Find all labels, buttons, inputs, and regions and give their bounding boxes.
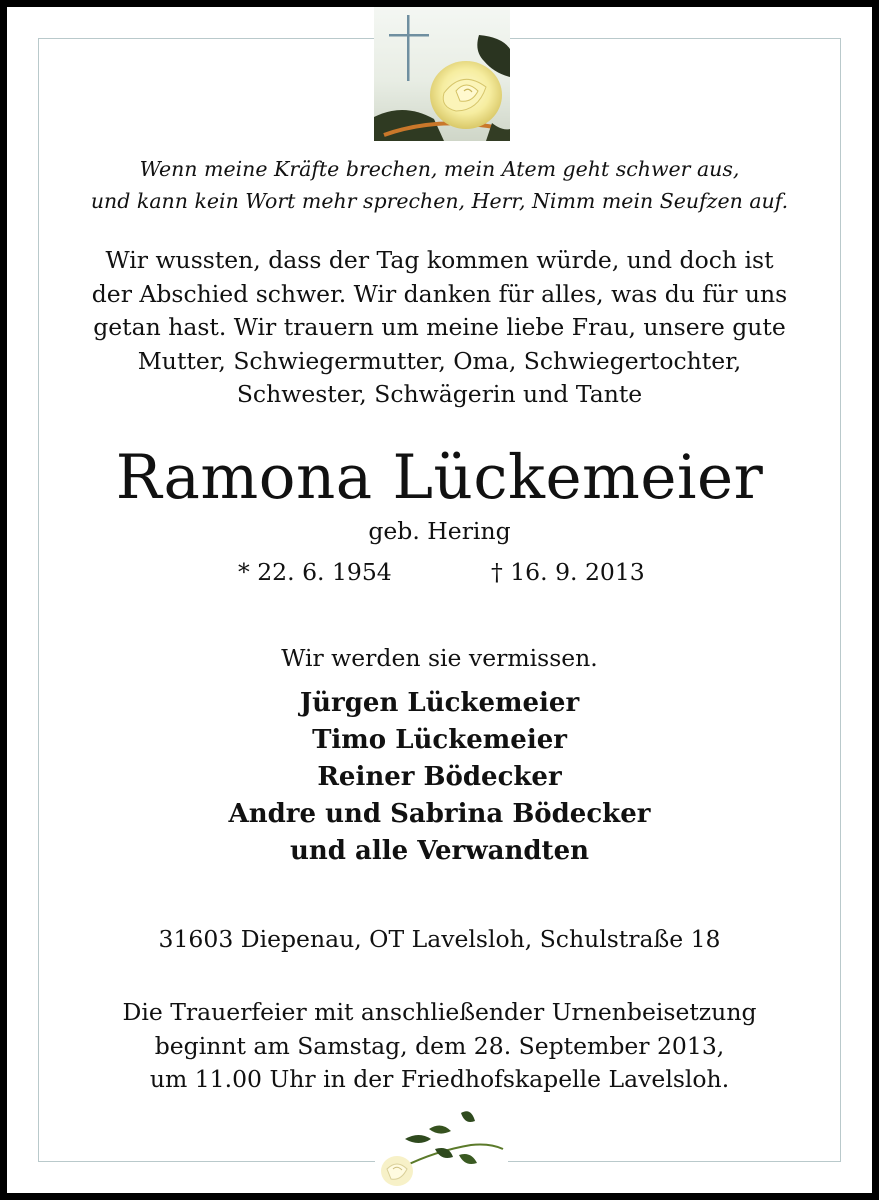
- intro-line: Mutter, Schwiegermutter, Oma, Schwiegertochter,: [137, 346, 742, 375]
- intro-line: getan hast. Wir trauern um meine liebe Frau, unsere gute: [93, 313, 786, 341]
- address: 31603 Diepenau, OT Lavelsloh, Schulstraße 18: [158, 925, 721, 953]
- life-dates: [0, 556, 879, 588]
- poem-line: Wenn meine Kräfte brechen, mein Atem geht schwer aus,: [139, 157, 740, 181]
- ceremony-info: [60, 996, 819, 1097]
- maiden-name: geb. Hering: [368, 517, 511, 545]
- intro-line: der Abschied schwer. Wir danken für alles, was du für uns: [91, 279, 788, 308]
- intro-line: Schwester, Schwägerin und Tante: [236, 380, 643, 408]
- mourner-name: Andre und Sabrina Bödecker: [228, 799, 651, 829]
- mourner-name: Timo Lückemeier: [312, 725, 567, 755]
- cross-rose-image: [374, 7, 510, 141]
- poem-line: und kann kein Wort mehr sprechen, Herr, Nimm mein Seufzen auf.: [90, 189, 789, 213]
- mourners-list: [60, 685, 819, 870]
- ceremony-line: um 11.00 Uhr in der Friedhofskapelle Lavelsloh.: [149, 1065, 730, 1093]
- ceremony-line: Die Trauerfeier mit anschließender Urnenbeisetzung: [122, 998, 757, 1026]
- death-date: † 16. 9. 2013: [491, 558, 645, 586]
- intro-text: [60, 244, 819, 412]
- mourner-name: Reiner Bödecker: [317, 762, 562, 792]
- intro-line: Wir wussten, dass der Tag kommen würde, und doch ist: [105, 246, 774, 274]
- poem-verse: [60, 153, 819, 217]
- deceased-name: Ramona Lückemeier: [115, 442, 764, 513]
- mourner-name: Jürgen Lückemeier: [299, 688, 580, 718]
- rose-image: [375, 1105, 508, 1193]
- ceremony-line: beginnt am Samstag, dem 28. September 2013,: [154, 1031, 725, 1060]
- closing-line: Wir werden sie vermissen.: [281, 644, 598, 672]
- birth-date: * 22. 6. 1954: [238, 558, 392, 586]
- mourner-name: und alle Verwandten: [289, 836, 590, 866]
